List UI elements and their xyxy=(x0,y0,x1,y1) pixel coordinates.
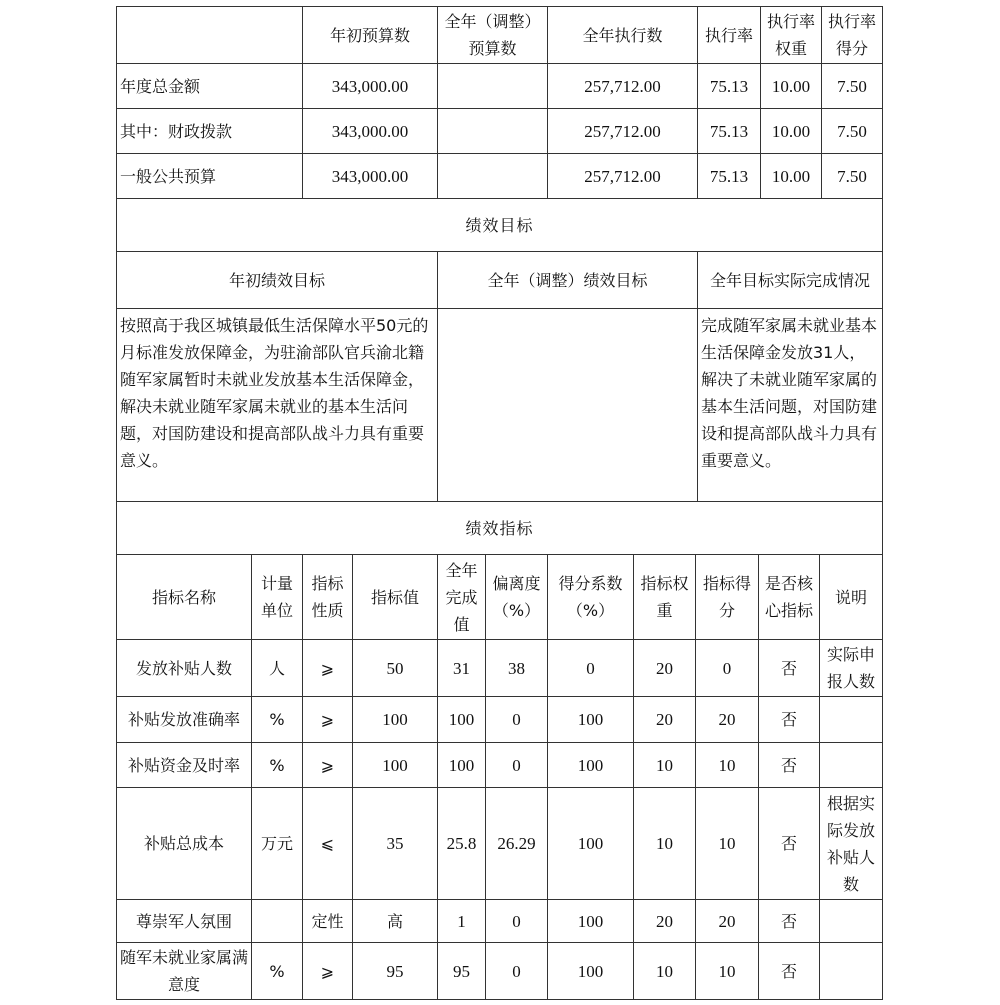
ind-header-nature: 指标性质 xyxy=(303,555,353,640)
ind-note xyxy=(820,697,883,743)
budget-row-rate: 75.13 xyxy=(698,64,761,109)
indicator-row xyxy=(117,788,883,900)
ind-actual: 25.8 xyxy=(438,788,486,900)
budget-header-blank xyxy=(117,7,303,64)
ind-weight: 20 xyxy=(634,697,696,743)
ind-nature: ⩾ xyxy=(303,697,353,743)
ind-score: 0 xyxy=(696,640,759,697)
budget-row-adjusted xyxy=(438,64,548,109)
goals-actual-text: 完成随军家属未就业基本生活保障金发放31人，解决了未就业随军家属的基本生活问题，对国防建设和提高部队战斗力具有重要意义。 xyxy=(698,309,883,502)
budget-header-rate: 执行率 xyxy=(698,7,761,64)
ind-core: 否 xyxy=(759,943,820,1000)
ind-score: 10 xyxy=(696,943,759,1000)
budget-header-score: 执行率得分 xyxy=(822,7,883,64)
budget-header-adjusted: 全年（调整）预算数 xyxy=(438,7,548,64)
ind-header-actual: 全年完成值 xyxy=(438,555,486,640)
budget-row-executed: 257,712.00 xyxy=(548,64,698,109)
ind-name: 尊崇军人氛围 xyxy=(117,900,252,943)
budget-row xyxy=(117,109,883,154)
ind-header-coef: 得分系数（%） xyxy=(548,555,634,640)
goals-content-row xyxy=(117,309,883,502)
ind-name: 发放补贴人数 xyxy=(117,640,252,697)
ind-note: 根据实际发放补贴人数 xyxy=(820,788,883,900)
budget-row-initial: 343,000.00 xyxy=(303,109,438,154)
ind-unit: 万元 xyxy=(252,788,303,900)
ind-unit: 人 xyxy=(252,640,303,697)
ind-actual: 100 xyxy=(438,743,486,788)
indicator-row xyxy=(117,900,883,943)
goals-header-initial: 年初绩效目标 xyxy=(117,252,438,309)
ind-deviation: 0 xyxy=(486,943,548,1000)
ind-header-name: 指标名称 xyxy=(117,555,252,640)
budget-header-weight: 执行率权重 xyxy=(761,7,822,64)
indicators-table xyxy=(116,501,883,1000)
budget-row-weight: 10.00 xyxy=(761,109,822,154)
ind-coef: 100 xyxy=(548,788,634,900)
ind-deviation: 38 xyxy=(486,640,548,697)
ind-actual: 1 xyxy=(438,900,486,943)
ind-score: 20 xyxy=(696,697,759,743)
ind-core: 否 xyxy=(759,640,820,697)
ind-core: 否 xyxy=(759,900,820,943)
budget-row-score: 7.50 xyxy=(822,64,883,109)
ind-score: 10 xyxy=(696,743,759,788)
indicator-row xyxy=(117,640,883,697)
ind-unit: % xyxy=(252,697,303,743)
ind-coef: 100 xyxy=(548,943,634,1000)
ind-weight: 10 xyxy=(634,743,696,788)
indicator-row xyxy=(117,943,883,1000)
ind-actual: 31 xyxy=(438,640,486,697)
budget-row-initial: 343,000.00 xyxy=(303,154,438,199)
budget-row-executed: 257,712.00 xyxy=(548,109,698,154)
ind-target: 50 xyxy=(353,640,438,697)
ind-coef: 100 xyxy=(548,900,634,943)
budget-row-adjusted xyxy=(438,109,548,154)
budget-row-executed: 257,712.00 xyxy=(548,154,698,199)
ind-header-core: 是否核心指标 xyxy=(759,555,820,640)
performance-sheet xyxy=(116,6,883,1000)
ind-core: 否 xyxy=(759,788,820,900)
budget-row-initial: 343,000.00 xyxy=(303,64,438,109)
ind-coef: 100 xyxy=(548,743,634,788)
ind-unit: % xyxy=(252,943,303,1000)
ind-core: 否 xyxy=(759,743,820,788)
ind-weight: 10 xyxy=(634,788,696,900)
ind-nature: ⩾ xyxy=(303,743,353,788)
ind-header-deviation: 偏离度（%） xyxy=(486,555,548,640)
ind-note xyxy=(820,743,883,788)
ind-target: 100 xyxy=(353,743,438,788)
indicators-header-row xyxy=(117,555,883,640)
ind-actual: 100 xyxy=(438,697,486,743)
ind-name: 补贴总成本 xyxy=(117,788,252,900)
ind-note xyxy=(820,900,883,943)
budget-row-adjusted xyxy=(438,154,548,199)
ind-weight: 20 xyxy=(634,900,696,943)
budget-row-rate: 75.13 xyxy=(698,109,761,154)
ind-score: 20 xyxy=(696,900,759,943)
goals-header-adjusted: 全年（调整）绩效目标 xyxy=(438,252,698,309)
ind-deviation: 0 xyxy=(486,743,548,788)
budget-row-rate: 75.13 xyxy=(698,154,761,199)
indicator-row xyxy=(117,697,883,743)
ind-target: 100 xyxy=(353,697,438,743)
goals-initial-text: 按照高于我区城镇最低生活保障水平50元的月标准发放保障金，为驻渝部队官兵渝北籍随军家属暂时未就业发放基本生活保障金，解决未就业随军家属未就业的基本生活问题，对国防建设和提高部队战斗力具有重要意义。 xyxy=(117,309,438,502)
indicator-row xyxy=(117,743,883,788)
ind-nature: ⩾ xyxy=(303,640,353,697)
ind-score: 10 xyxy=(696,788,759,900)
ind-deviation: 26.29 xyxy=(486,788,548,900)
ind-coef: 100 xyxy=(548,697,634,743)
ind-header-target: 指标值 xyxy=(353,555,438,640)
ind-header-note: 说明 xyxy=(820,555,883,640)
ind-weight: 10 xyxy=(634,943,696,1000)
ind-deviation: 0 xyxy=(486,697,548,743)
ind-core: 否 xyxy=(759,697,820,743)
ind-header-unit: 计量单位 xyxy=(252,555,303,640)
goals-table xyxy=(116,198,883,502)
budget-row-score: 7.50 xyxy=(822,154,883,199)
ind-name: 补贴发放准确率 xyxy=(117,697,252,743)
budget-header-initial: 年初预算数 xyxy=(303,7,438,64)
ind-name: 补贴资金及时率 xyxy=(117,743,252,788)
budget-row-label: 一般公共预算 xyxy=(117,154,303,199)
ind-target: 35 xyxy=(353,788,438,900)
budget-row xyxy=(117,64,883,109)
budget-table xyxy=(116,6,883,199)
indicators-section-title: 绩效指标 xyxy=(117,502,883,555)
ind-unit xyxy=(252,900,303,943)
ind-deviation: 0 xyxy=(486,900,548,943)
budget-row-label: 年度总金额 xyxy=(117,64,303,109)
ind-weight: 20 xyxy=(634,640,696,697)
goals-adjusted-text xyxy=(438,309,698,502)
budget-row-label: 其中：财政拨款 xyxy=(117,109,303,154)
budget-header-row xyxy=(117,7,883,64)
budget-row xyxy=(117,154,883,199)
budget-row-weight: 10.00 xyxy=(761,64,822,109)
ind-coef: 0 xyxy=(548,640,634,697)
budget-row-score: 7.50 xyxy=(822,109,883,154)
budget-row-weight: 10.00 xyxy=(761,154,822,199)
goals-header-row xyxy=(117,252,883,309)
ind-target: 高 xyxy=(353,900,438,943)
ind-actual: 95 xyxy=(438,943,486,1000)
goals-header-actual: 全年目标实际完成情况 xyxy=(698,252,883,309)
ind-target: 95 xyxy=(353,943,438,1000)
ind-header-weight: 指标权重 xyxy=(634,555,696,640)
ind-header-score: 指标得分 xyxy=(696,555,759,640)
ind-note xyxy=(820,943,883,1000)
ind-nature: ⩽ xyxy=(303,788,353,900)
ind-note: 实际申报人数 xyxy=(820,640,883,697)
ind-name: 随军未就业家属满意度 xyxy=(117,943,252,1000)
ind-nature: ⩾ xyxy=(303,943,353,1000)
ind-nature: 定性 xyxy=(303,900,353,943)
ind-unit: % xyxy=(252,743,303,788)
goals-section-title: 绩效目标 xyxy=(117,199,883,252)
budget-header-executed: 全年执行数 xyxy=(548,7,698,64)
